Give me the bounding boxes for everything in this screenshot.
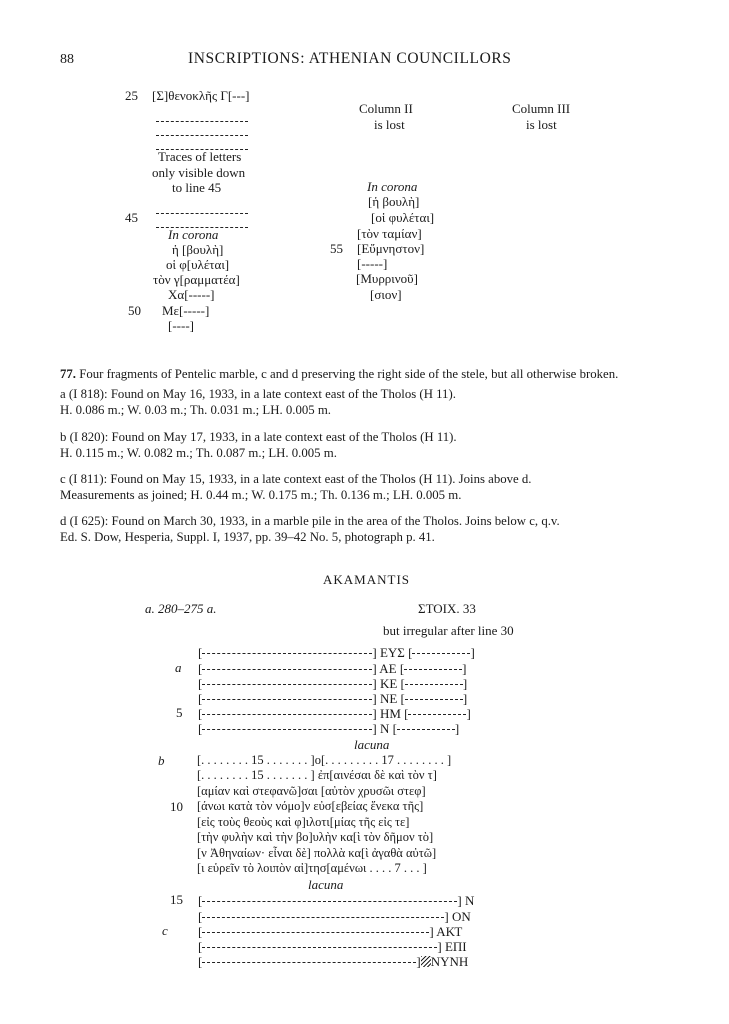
fragment-a-line: [ ] ΚΕ [ ] [198,676,468,691]
letters: Ν [379,721,390,736]
fragment-c-dims: Measurements as joined; H. 0.44 m.; W. 0.175 m.; Th. 0.136 m.; LH. 0.005 m. [60,488,462,502]
fragment-a-line: [ ] ΕΥΣ [ ] [198,645,475,660]
letters: Ν [464,893,475,908]
fragment-b-find: b (I 820): Found on May 17, 1933, in a late context east of the Tholos (H 11). [60,430,457,444]
date: a. 280–275 a. [145,601,217,616]
letters: ΗΜ [379,706,401,721]
inscription-line: οἱ φ[υλέται] [166,257,230,272]
fragment-c-label: c [162,923,168,938]
line-number: 25 [125,88,138,103]
running-title: INSCRIPTIONS: ATHENIAN COUNCILLORS [188,50,512,67]
inscription-line: Με[-----] [162,303,210,318]
letters: ΝΕ [379,691,398,706]
line-number: 5 [176,705,183,720]
entry-number: 77. [60,367,76,381]
line-number: 50 [128,303,141,318]
fragment-c-line: [ ] ΑΚΤ [198,924,463,939]
inscription-line: [. . . . . . . . 15 . . . . . . . ] ἐπ[αινέσαι δὲ καὶ τὸν τ] [197,768,437,782]
letters: ΑΕ [379,661,397,676]
traces-note: only visible down [152,165,246,180]
inscription-line: [Μυρρινοῦ] [356,271,418,286]
line-number: 55 [330,241,343,256]
inscription-line: [άνωι κατὰ τὸν νόμο]ν εὐσ[εβείας ἕνεκα τῆς] [197,799,424,813]
letters: ΚΕ [379,676,398,691]
line-number: 15 [170,892,183,907]
fragment-d-edition: Ed. S. Dow, Hesperia, Suppl. I, 1937, pp. 39–42 No. 5, photograph p. 41. [60,530,435,544]
line-number: 10 [170,799,183,814]
fragment-c-find: c (I 811): Found on May 15, 1933, in a late context east of the Tholos (H 11). Joins above d. [60,472,532,486]
damaged-stone-mark [421,956,431,967]
inscription-line: [Εὔμνηστον] [357,241,425,256]
column-title: Column II [359,101,413,116]
letters: ΕΥΣ [379,645,405,660]
inscription-line: [ι εὑρεῖν τὸ λοιπὸν αἰ]τησ[αμένωι . . . . 7 . . . ] [197,861,427,875]
lacuna-label: lacuna [354,737,390,752]
column-title: is lost [374,117,405,132]
letters: ΑΚΤ [436,924,463,939]
inscription-line: [οἱ φυλέται] [371,210,435,225]
fragment-a-line: [ ] ΝΕ [ ] [198,691,468,706]
inscription-line: τὸν γ[ραμματέα] [153,272,240,287]
inscription-line: [αμίαν καὶ στεφανῶ]σαι [αὐτὸν χρυσῶι στεφ] [197,784,426,798]
page-number: 88 [60,52,74,67]
fragment-a-line: [ ] ΗΜ [ ] [198,706,471,721]
entry-intro-text: Four fragments of Pentelic marble, c and d preserving the right side of the stele, but all otherwise broken. [79,367,619,381]
traces-note: to line 45 [172,180,222,195]
entry-intro [60,367,618,383]
inscription-line: [ἡ βουλὴ] [368,194,420,209]
section-title: AKAMANTIS [323,572,410,587]
column-title: Column III [512,101,571,116]
inscription-line: [σιον] [370,287,402,302]
inscription-line: [τὸν ταμίαν] [357,226,422,241]
fragment-d-find: d (I 625): Found on March 30, 1933, in a marble pile in the area of the Tholos. Joins below c, q.v. [60,514,560,528]
letters: ΟΝ [451,909,471,924]
inscription-line: [. . . . . . . . 15 . . . . . . . ]ο[. . . . . . . . . 17 . . . . . . . . ] [197,753,452,767]
fragment-a-dims: H. 0.086 m.; W. 0.03 m.; Th. 0.031 m.; LH. 0.005 m. [60,403,331,417]
fragment-c-line: [ ] Ν [198,893,475,908]
letters: ΝΥΝΗ [430,954,469,969]
fragment-a-line: [ ] Ν [ ] [198,721,460,736]
irregular-note: but irregular after line 30 [383,623,514,638]
fragment-a-label: a [175,660,182,675]
fragment-c-line: [ ] ΝΥΝΗ [198,954,469,969]
lacuna-label: lacuna [308,877,344,892]
fragment-a-line: [ ] ΑΕ [ ] [198,661,467,676]
inscription-line: [Σ]θενοκλῆς Γ[---] [152,88,250,103]
corona-label: In corona [168,227,219,242]
inscription-line: Χα[-----] [168,287,215,302]
inscription-line: [----] [168,318,194,333]
stoichedon: ΣΤΟΙΧ. 33 [418,601,476,616]
inscription-line: ἡ [βουλὴ] [172,242,224,257]
inscription-line: [τὴν φυλὴν καὶ τὴν βο]υλὴν κα[ὶ τὸν δῆμον τὸ] [197,830,434,844]
inscription-line: [-----] [357,256,388,271]
letters: ΕΠΙ [444,939,467,954]
corona-label: In corona [367,179,418,194]
inscription-line: [εἰς τοὺς θεοὺς καὶ φ]ιλοτι[μίας τῆς εἰς τε] [197,815,410,829]
traces-note: Traces of letters [158,149,242,164]
fragment-a-find: a (I 818): Found on May 16, 1933, in a late context east of the Tholos (H 11). [60,387,456,401]
inscription-line: [ν Ἀθηναίων· εἶναι δὲ] πολλὰ κα[ὶ ἀγαθὰ αὐτῶ] [197,846,437,860]
fragment-c-line: [ ] ΟΝ [198,909,471,924]
fragment-c-line: [ ] ΕΠΙ [198,939,467,954]
fragment-b-label: b [158,753,165,768]
column-title: is lost [526,117,557,132]
fragment-b-dims: H. 0.115 m.; W. 0.082 m.; Th. 0.087 m.; LH. 0.005 m. [60,446,337,460]
line-number: 45 [125,210,138,225]
